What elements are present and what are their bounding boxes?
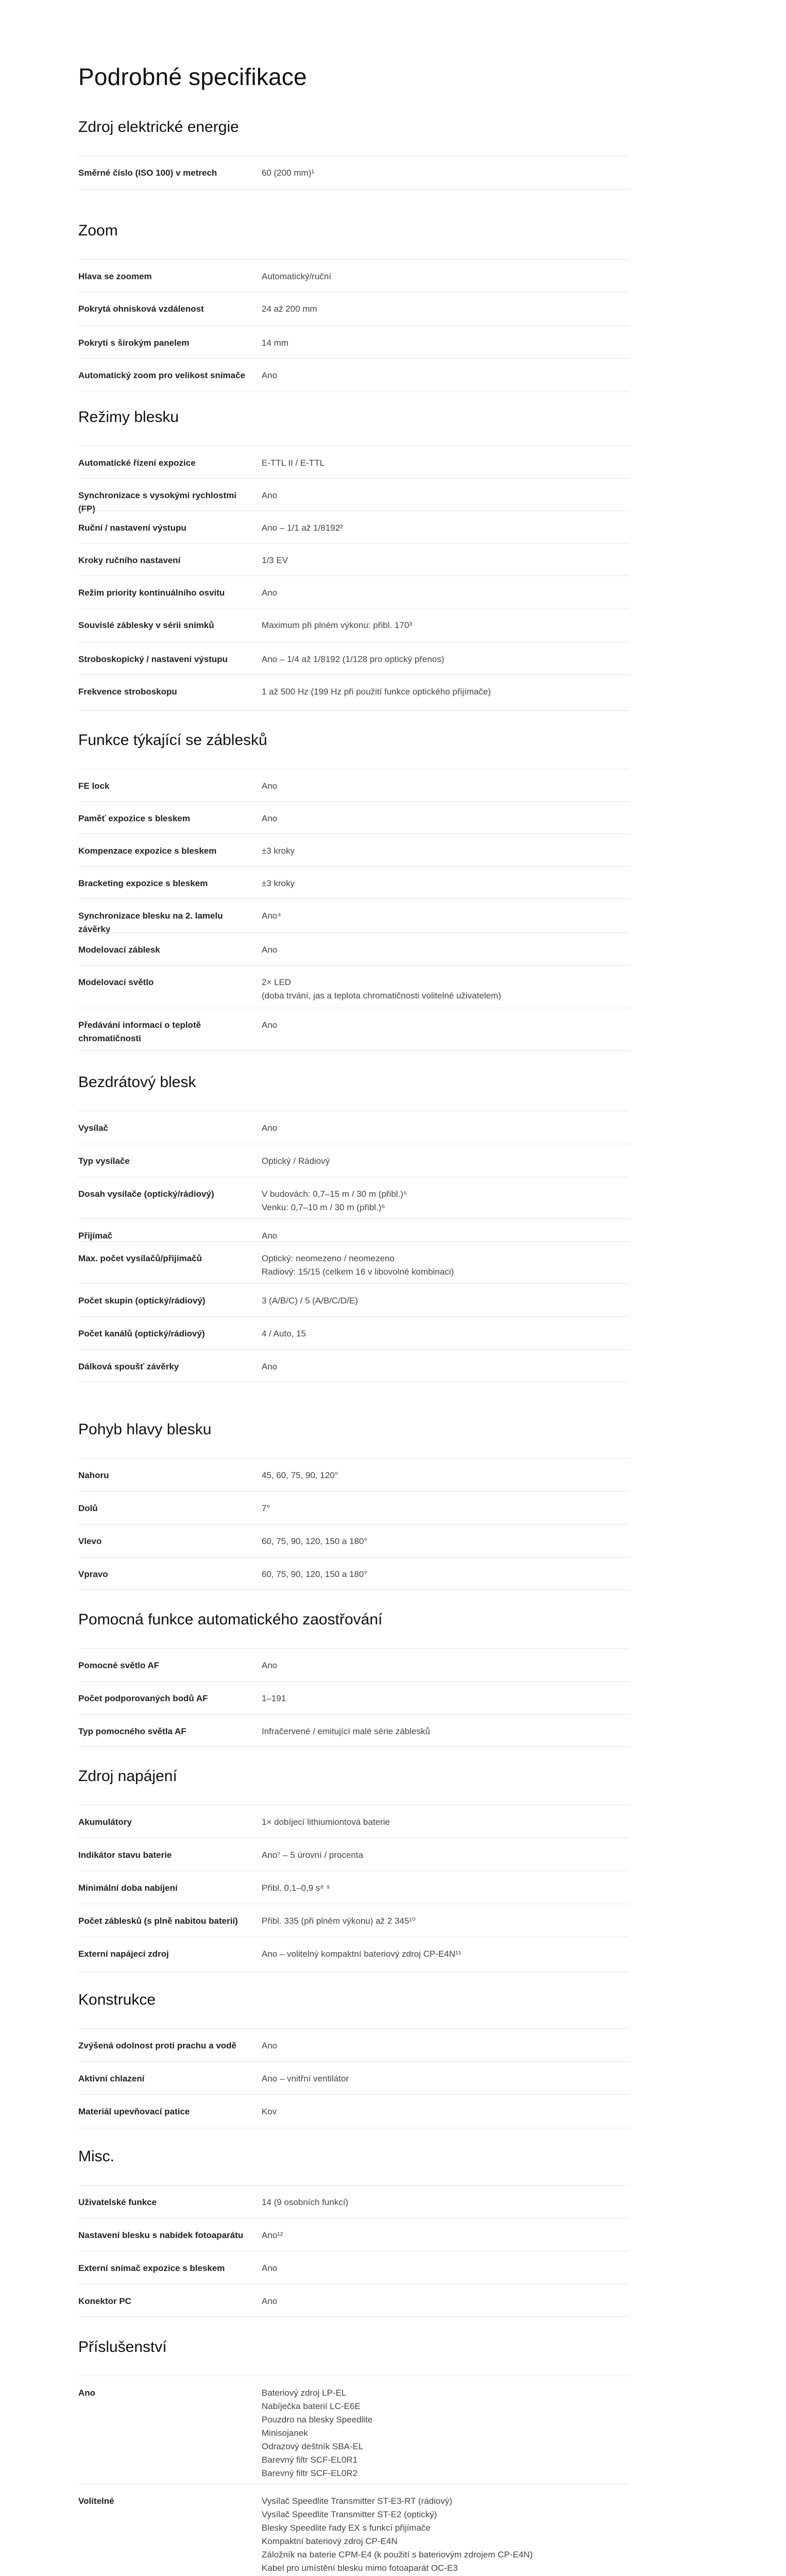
spec-value-line: 60 (200 mm)¹ [262, 168, 315, 178]
spec-label: Počet skupin (optický/rádiový) [78, 1296, 206, 1306]
spec-value [262, 976, 629, 1003]
section-title: Konstrukce [78, 1991, 156, 2008]
spec-row [78, 1557, 629, 1590]
spec-value-line: Přibl. 0,1–0,9 s⁸ ⁹ [262, 1883, 330, 1893]
spec-row [78, 1871, 629, 1904]
section-rezimy [78, 407, 629, 711]
spec-table [78, 1111, 629, 1382]
spec-value-line: Ano [262, 781, 278, 791]
page-title: Podrobné specifikace [78, 63, 307, 90]
spec-label: Max. počet vysílačů/přijímačů [78, 1253, 202, 1263]
spec-label: Počet podporovaných bodů AF [78, 1693, 208, 1703]
spec-value-line: Vysílač Speedlite Transmitter ST-E2 (optický) [262, 2510, 437, 2519]
spec-label: Paměť expozice s bleskem [78, 814, 190, 823]
spec-row [78, 608, 629, 642]
spec-row [78, 834, 629, 866]
section-title: Funkce týkající se záblesků [78, 732, 267, 749]
spec-value [262, 1122, 629, 1135]
spec-row [78, 1241, 629, 1283]
spec-value [262, 1294, 629, 1308]
spec-value-line: Maximum při plném výkonu: přibl. 170³ [262, 620, 412, 630]
spec-value-line: Ano – volitelný kompaktní bateriový zdroj CP-E4N¹¹ [262, 1949, 462, 1959]
spec-row [78, 642, 629, 674]
spec-label: Nahoru [78, 1470, 109, 1480]
spec-label: Směrné číslo (ISO 100) v metrech [78, 168, 217, 178]
spec-value [262, 1252, 629, 1279]
spec-value [262, 1469, 629, 1482]
spec-label: Pokrytí s širokým panelem [78, 338, 190, 348]
spec-value [262, 2386, 629, 2480]
spec-row [78, 965, 629, 1008]
spec-row [78, 511, 629, 543]
spec-value [262, 1019, 629, 1032]
spec-row [78, 2284, 629, 2317]
spec-row [78, 292, 629, 326]
section-napajeni [78, 1766, 629, 1972]
spec-value [262, 2196, 629, 2209]
spec-label: Modelovací světlo [78, 977, 154, 987]
spec-table [78, 446, 629, 711]
spec-value-line: Venku: 0,7–10 m / 30 m (přibl.)⁶ [262, 1202, 385, 1212]
spec-row [78, 1681, 629, 1714]
spec-row [78, 801, 629, 834]
spec-value-line: Barevný filtr SCF-EL0R1 [262, 2455, 358, 2465]
spec-row [78, 1838, 629, 1871]
spec-value-line: Minisojanek [262, 2428, 308, 2438]
spec-label: Kroky ručního nastavení [78, 555, 181, 565]
spec-row [78, 1714, 629, 1747]
spec-label: Zvýšená odolnost proti prachu a vodě [78, 2041, 236, 2050]
spec-value-line: Infračervené / emitující malé série záblesků [262, 1726, 430, 1736]
section-misc [78, 2146, 629, 2317]
spec-value-line: Ano [262, 814, 278, 823]
section-title: Zoom [78, 222, 118, 239]
spec-value-line: Ano [262, 945, 278, 955]
spec-value-line: 4 / Auto, 15 [262, 1329, 306, 1338]
spec-value [262, 456, 629, 470]
spec-row [78, 2376, 629, 2484]
spec-value [262, 877, 629, 890]
spec-table [78, 1648, 629, 1747]
spec-value-line: ±3 kroky [262, 878, 295, 888]
spec-row [78, 326, 629, 358]
spec-value [262, 554, 629, 567]
section-title: Režimy blesku [78, 409, 179, 426]
spec-label: Pomocné světlo AF [78, 1660, 160, 1670]
section-bezdratovy [78, 1072, 629, 1382]
spec-value [262, 653, 629, 666]
spec-row [78, 1218, 629, 1241]
section-konstrukce [78, 1990, 629, 2128]
spec-label: Modelovací záblesk [78, 945, 160, 955]
spec-value-line: Automatický/ruční [262, 272, 332, 281]
spec-label: Ruční / nastavení výstupu [78, 523, 186, 533]
spec-value [262, 2295, 629, 2308]
spec-row [78, 1904, 629, 1937]
spec-value [262, 2039, 629, 2053]
spec-label: Vysílač [78, 1123, 108, 1133]
spec-value [262, 1535, 629, 1548]
spec-value-line: Ano – 1/4 až 1/8192 (1/128 pro optický přenos) [262, 654, 445, 664]
spec-value [262, 1155, 629, 1168]
section-prislusenstvi [78, 2337, 629, 2576]
section-title: Příslušenství [78, 2338, 167, 2355]
spec-value-line: Ano¹² [262, 2230, 283, 2240]
spec-value-line: Ano [262, 588, 278, 598]
spec-row [78, 1349, 629, 1382]
spec-label: Konektor PC [78, 2296, 131, 2306]
spec-label: Předávání informací o teplotě chromatičnosti [78, 1020, 201, 1043]
spec-label: Počet kanálů (optický/rádiový) [78, 1329, 205, 1338]
spec-value-line: Ano [262, 1123, 278, 1133]
spec-value-line: Blesky Speedlite řady EX s funkcí přijímače [262, 2523, 431, 2533]
section-title: Pomocná funkce automatického zaostřování [78, 1611, 383, 1628]
spec-value-line: 3 (A/B/C) / 5 (A/B/C/D/E) [262, 1296, 358, 1306]
spec-value-line: Odrazový deštník SBA-EL [262, 2442, 364, 2451]
spec-value [262, 1849, 629, 1862]
spec-value-line: Vysílač Speedlite Transmitter ST-E3-RT (rádiový) [262, 2496, 453, 2506]
spec-value [262, 2495, 629, 2575]
spec-label: Externí napájecí zdroj [78, 1949, 169, 1959]
spec-row [78, 358, 629, 392]
spec-value-line: Ano – 1/1 až 1/8192² [262, 523, 343, 533]
spec-value-line: Ano [262, 2296, 278, 2306]
spec-label: Hlava se zoomem [78, 272, 152, 281]
spec-row [78, 1524, 629, 1557]
spec-row [78, 769, 629, 801]
spec-value [262, 1360, 629, 1374]
spec-row [78, 575, 629, 608]
spec-label: Automatický zoom pro velikost snímače [78, 370, 246, 380]
spec-label: Nastavení blesku s nabídek fotoaparátu [78, 2230, 244, 2240]
spec-row [78, 899, 629, 933]
spec-value-line: Ano [262, 490, 278, 500]
spec-table [78, 769, 629, 1051]
spec-value-line: Ano [262, 1231, 278, 1241]
spec-label: Dálková spoušť závěrky [78, 1362, 179, 1371]
spec-table [78, 2376, 629, 2576]
spec-label: Automatické řízení expozice [78, 458, 196, 468]
spec-label: Akumulátory [78, 1817, 132, 1827]
spec-table [78, 2185, 629, 2317]
spec-value-line: Optický: neomezeno / neomezeno [262, 1253, 395, 1263]
spec-label: Uživatelské funkce [78, 2197, 157, 2207]
spec-label: Vpravo [78, 1569, 108, 1579]
spec-value [262, 2072, 629, 2086]
spec-value-line: 45, 60, 75, 90, 120° [262, 1470, 338, 1480]
spec-row [78, 478, 629, 514]
spec-value-line: Záložník na baterie CPM-E4 (k použití s bateriovým zdrojem CP-E4N) [262, 2550, 533, 2560]
spec-value-line: (doba trvání, jas a teplota chromatičnosti volitelné uživatelem) [262, 991, 501, 1001]
spec-value-line: Kabel pro umístění blesku mimo fotoaparát OC-E3 [262, 2563, 458, 2573]
spec-row [78, 1648, 629, 1681]
section-zdroj [78, 117, 629, 190]
spec-table [78, 156, 629, 190]
spec-value [262, 1816, 629, 1829]
spec-value [262, 2229, 629, 2242]
spec-row [78, 1491, 629, 1524]
spec-value-line: E-TTL II / E-TTL [262, 458, 325, 468]
spec-value-line: Kompaktní bateriový zdroj CP-E4N [262, 2536, 398, 2546]
spec-label: Stroboskopický / nastavení výstupu [78, 654, 228, 664]
spec-value [262, 1502, 629, 1515]
spec-value-line: 1× dobíjecí lithiumiontová baterie [262, 1817, 390, 1827]
spec-value-line: Ano [262, 2041, 278, 2050]
spec-value-line: Ano – vnitřní ventilátor [262, 2074, 349, 2083]
spec-row [78, 1458, 629, 1491]
spec-value [262, 2262, 629, 2275]
spec-value [262, 779, 629, 793]
spec-row [78, 2028, 629, 2061]
spec-row [78, 933, 629, 965]
spec-value-line: Ano [262, 2263, 278, 2273]
spec-value-line: Ano [262, 370, 278, 380]
spec-value [262, 489, 629, 502]
spec-label: Pokrytá ohnisková vzdálenost [78, 304, 204, 314]
spec-value-line: ±3 kroky [262, 846, 295, 856]
spec-value-line: 1–191 [262, 1693, 286, 1703]
spec-row [78, 674, 629, 711]
spec-row [78, 2251, 629, 2284]
spec-label: Počet záblesků (s plně nabitou baterií) [78, 1916, 238, 1926]
spec-label: Ano [78, 2388, 96, 2398]
spec-label: Režim priority kontinuálního osvitu [78, 588, 225, 598]
spec-label: Dosah vysílače (optický/rádiový) [78, 1189, 214, 1199]
spec-label: Kompenzace expozice s bleskem [78, 846, 217, 856]
spec-row [78, 1937, 629, 1972]
spec-row [78, 2061, 629, 2094]
spec-label: Externí snímač expozice s bleskem [78, 2263, 225, 2273]
spec-label: Synchronizace blesku na 2. lamelu závěrky [78, 911, 223, 934]
spec-value [262, 586, 629, 600]
section-pohyb [78, 1419, 629, 1590]
spec-row [78, 2094, 629, 2128]
spec-value-line: 60, 75, 90, 120, 150 a 180° [262, 1536, 368, 1546]
spec-value-line: Ano⁴ [262, 911, 281, 921]
spec-value-line: 24 až 200 mm [262, 304, 317, 314]
spec-row [78, 259, 629, 292]
spec-value-line: Ano [262, 1020, 278, 1030]
spec-row [78, 2185, 629, 2218]
spec-label: Souvislé záblesky v sérii snímků [78, 620, 214, 630]
spec-value [262, 1947, 629, 1961]
spec-value [262, 1882, 629, 1895]
spec-value [262, 369, 629, 382]
spec-label: Synchronizace s vysokými rychlostmi (FP) [78, 490, 237, 514]
spec-row [78, 1316, 629, 1349]
spec-value [262, 2105, 629, 2119]
spec-value-line: 2× LED [262, 977, 292, 987]
spec-value [262, 943, 629, 957]
spec-value [262, 270, 629, 283]
spec-label: Vlevo [78, 1536, 102, 1546]
spec-value-line: Bateriový zdroj LP-EL [262, 2388, 347, 2398]
spec-value [262, 909, 629, 923]
spec-label: Indikátor stavu baterie [78, 1850, 172, 1860]
spec-value-line: Ano⁷ – 5 úrovní / procenta [262, 1850, 364, 1860]
spec-value [262, 844, 629, 858]
spec-value-line: 7° [262, 1503, 270, 1513]
section-title: Misc. [78, 2148, 114, 2165]
spec-label: Typ vysílače [78, 1156, 130, 1166]
spec-row [78, 2218, 629, 2251]
spec-label: Typ pomocného světla AF [78, 1726, 186, 1736]
spec-value-line: Nabíječka baterií LC-E6E [262, 2401, 361, 2411]
spec-label: Materiál upevňovací patice [78, 2107, 190, 2116]
spec-value-line: 60, 75, 90, 120, 150 a 180° [262, 1569, 368, 1579]
spec-value-line: 1 až 500 Hz (199 Hz při použití funkce optického přijímače) [262, 687, 491, 697]
spec-label: Dolů [78, 1503, 98, 1513]
spec-row [78, 446, 629, 478]
spec-value-line: Pouzdro na blesky Speedlite [262, 2415, 373, 2425]
spec-label: FE lock [78, 781, 110, 791]
spec-value-line: Optický / Rádiový [262, 1156, 330, 1166]
spec-value-line: 14 mm [262, 338, 288, 348]
spec-row [78, 543, 629, 575]
spec-table [78, 259, 629, 392]
spec-value [262, 1659, 629, 1672]
spec-value-line: Ano [262, 1362, 278, 1371]
section-af [78, 1609, 629, 1747]
spec-row [78, 1144, 629, 1177]
spec-value [262, 521, 629, 535]
spec-value [262, 1692, 629, 1705]
spec-value [262, 1188, 629, 1214]
spec-label: Frekvence stroboskopu [78, 687, 177, 697]
spec-value-line: 1/3 EV [262, 555, 288, 565]
section-title: Bezdrátový blesk [78, 1074, 196, 1091]
spec-value-line: Ano [262, 1660, 278, 1670]
spec-value [262, 302, 629, 316]
spec-value [262, 1914, 629, 1928]
spec-table [78, 1805, 629, 1972]
spec-table [78, 2028, 629, 2128]
section-zoom [78, 221, 629, 392]
spec-value [262, 685, 629, 699]
spec-value [262, 1725, 629, 1738]
spec-row [78, 156, 629, 190]
spec-value [262, 1327, 629, 1341]
spec-value-line: Kov [262, 2107, 277, 2116]
spec-label: Aktivní chlazení [78, 2074, 145, 2083]
spec-row [78, 1805, 629, 1838]
section-title: Pohyb hlavy blesku [78, 1421, 212, 1438]
spec-label: Bracketing expozice s bleskem [78, 878, 208, 888]
spec-value-line: V budovách: 0,7–15 m / 30 m (přibl.)⁵ [262, 1189, 407, 1199]
spec-row [78, 1008, 629, 1051]
section-title: Zdroj elektrické energie [78, 118, 239, 135]
section-title: Zdroj napájení [78, 1768, 177, 1785]
section-funkce [78, 730, 629, 1051]
spec-row [78, 1283, 629, 1316]
spec-value [262, 1568, 629, 1581]
spec-label: Volitelné [78, 2496, 114, 2506]
spec-label: Přijímač [78, 1231, 113, 1241]
spec-row [78, 2484, 629, 2576]
spec-value-line: 14 (9 osobních funkcí) [262, 2197, 349, 2207]
spec-value [262, 619, 629, 632]
spec-row [78, 1111, 629, 1144]
spec-value-line: Barevný filtr SCF-EL0R2 [262, 2468, 358, 2478]
spec-value-line: Radiový: 15/15 (celkem 16 v libovolné kombinaci) [262, 1267, 454, 1277]
spec-value [262, 166, 629, 180]
spec-table [78, 1458, 629, 1590]
spec-value-line: Přibl. 335 (při plném výkonu) až 2 345¹⁰ [262, 1916, 416, 1926]
spec-value [262, 336, 629, 350]
spec-label: Minimální doba nabíjení [78, 1883, 178, 1893]
spec-row [78, 866, 629, 899]
spec-row [78, 1177, 629, 1218]
spec-value [262, 812, 629, 825]
